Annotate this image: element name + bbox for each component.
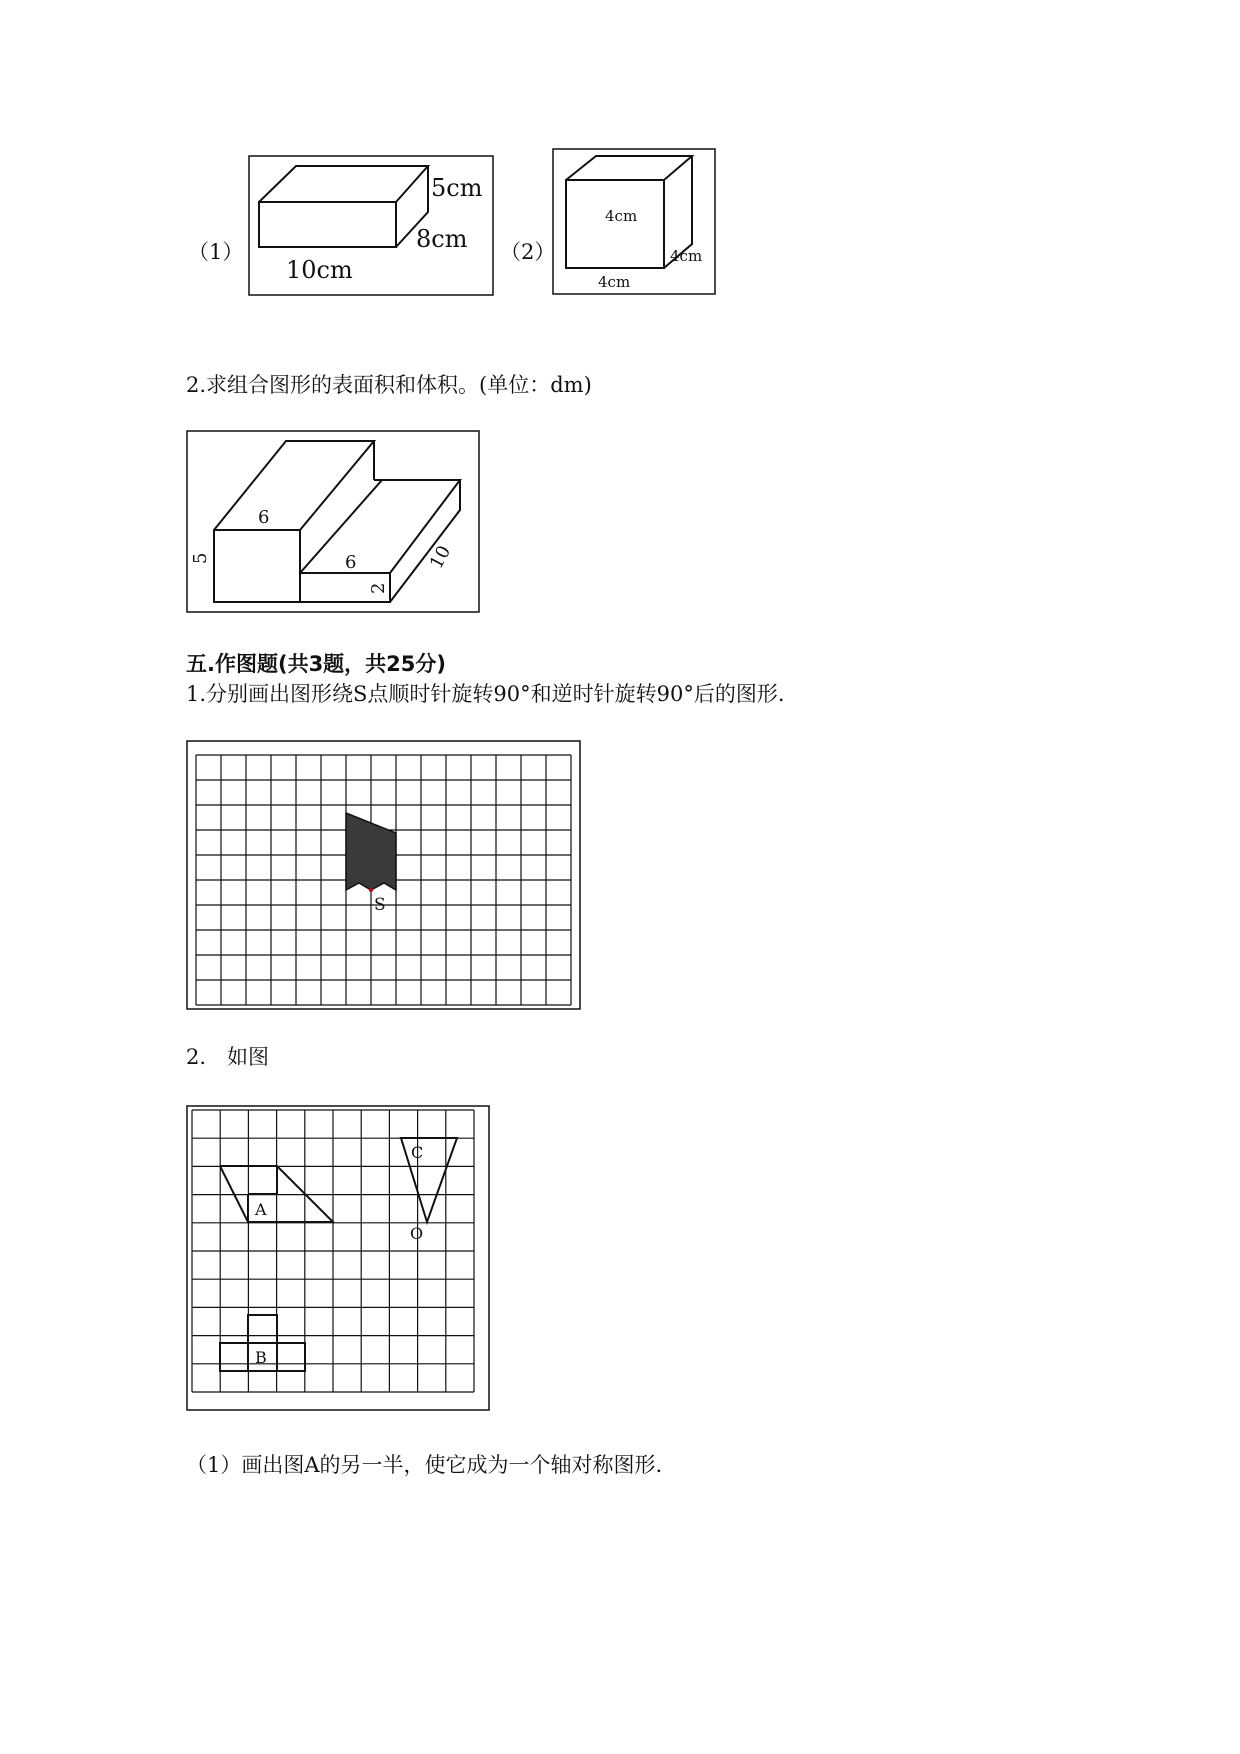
rotation-point-s (369, 888, 373, 892)
symmetry-grid (186, 1105, 490, 1411)
rotation-grid (186, 740, 581, 1010)
question-2-subquestion-1: （1）画出图A的另一半，使它成为一个轴对称图形. (186, 1453, 663, 1477)
figure-label-1: （1） (188, 240, 244, 264)
depth-label: 10 (425, 542, 456, 573)
section-5-question-2: 2. 如图 (186, 1045, 270, 1069)
section-5-question-1: 1.分别画出图形绕S点顺时针旋转90°和逆时针旋转90°后的图形. (186, 682, 785, 706)
cuboid-height-label: 5cm (431, 174, 483, 202)
top-length-label: 6 (258, 507, 270, 528)
figure-label-2: （2） (500, 240, 556, 264)
step-length-label: 6 (345, 552, 357, 573)
cuboid-length-label: 10cm (286, 256, 353, 284)
figure-a-label: A (255, 1200, 267, 1219)
combined-solid-figure (186, 430, 480, 613)
rotation-shape (346, 813, 396, 890)
figure-c-label: C (411, 1143, 424, 1162)
question-2-prompt: 2.求组合图形的表面积和体积。(单位：dm) (186, 373, 592, 397)
cuboid-width-label: 8cm (416, 225, 468, 253)
figure-b-label: B (255, 1348, 267, 1367)
section-5-heading: 五.作图题(共3题，共25分) (186, 652, 447, 676)
point-s-label: S (374, 895, 386, 915)
cube-figure (552, 148, 716, 295)
point-o-label: O (410, 1224, 424, 1243)
cube-height-label: 4cm (605, 207, 638, 225)
cube-width-label: 4cm (598, 273, 631, 291)
height-label: 5 (190, 552, 211, 564)
cube-depth-label: 4cm (670, 247, 703, 265)
cuboid-figure (248, 155, 494, 296)
step-height-label: 2 (368, 582, 389, 594)
figure-c (401, 1138, 457, 1222)
